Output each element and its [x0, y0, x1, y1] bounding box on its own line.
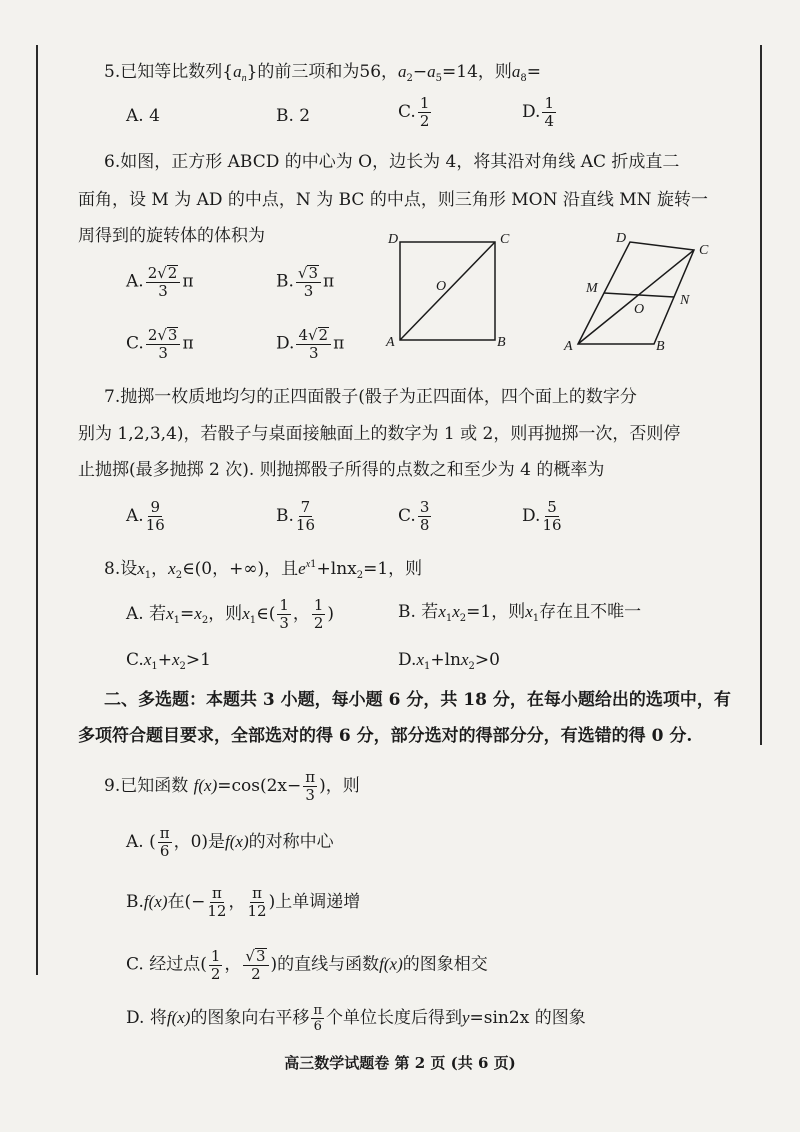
- page-right-edge: [760, 45, 762, 745]
- q8-option-d: $D.x_1+\ln x_2>0$: [398, 650, 500, 672]
- q9-option-a: A. ( $\frac{\pi}{6}$ ，0)是f(x)的对称中心: [126, 824, 334, 860]
- segment-mn: [604, 293, 674, 297]
- label-m: M: [586, 281, 598, 296]
- page-footer: 高三数学试题卷 第 2 页 (共 6 页): [284, 1054, 516, 1072]
- figure-folded: [560, 226, 730, 356]
- q8-stem: 8.设$x_1$，$x_2\in(0$，+∞)，且$e^{x1}+\ln x_2=1$，则: [104, 559, 423, 581]
- q7-option-d: D. $\frac{5}{16}$: [522, 498, 562, 534]
- q5-stem: 5.已知等比数列$\{a_n\}$的前三项和为56，$a_2-a_5=14$，则$a_8=$: [104, 62, 542, 84]
- q6-line3: 周得到的旋转体的体积为: [78, 226, 265, 246]
- q5-option-c: C. $\frac{1}{2}$: [398, 94, 430, 130]
- label-d: D: [388, 232, 399, 247]
- q9-option-c: C. 经过点( $\frac{1}{2}$ ， $\frac{√3}{2}$ )的直线与函数f(x)的图象相交: [126, 946, 488, 983]
- q6-line1: 6.如图，正方形 ABCD 的中心为 O，边长为 4，将其沿对角线 AC 折成直二: [104, 152, 680, 172]
- q7-option-a: A. $\frac{9}{16}$: [126, 498, 165, 534]
- q8-option-c: $C.x_1+x_2>1$: [126, 650, 211, 672]
- label-o2: O: [634, 302, 645, 317]
- q8-option-a: A. 若$x_1=x_2$，则$x_1\in$( $\frac{1}{3}$ ， $\frac{1}{2}$ ): [126, 596, 335, 632]
- q7-option-b: B. $\frac{7}{16}$: [276, 498, 315, 534]
- page-left-edge: [36, 45, 38, 975]
- figure-square: [380, 228, 530, 353]
- q6-line2: 面角，设 M 为 AD 的中点，N 为 BC 的中点，则三角形 MON 沿直线 MN 旋转一: [78, 190, 708, 210]
- q5-option-a: A. 4: [126, 106, 160, 126]
- q5-option-d: D. $\frac{1}{4}$: [522, 94, 554, 130]
- q6-option-c: C. $\frac{2√3}{3}$ π: [126, 326, 194, 362]
- label-d2: D: [616, 231, 627, 246]
- q7-line3: 止抛掷(最多抛掷 2 次). 则抛掷骰子所得的点数之和至少为 4 的概率为: [78, 460, 605, 480]
- diagonal-ac-folded: [578, 250, 694, 344]
- q6-option-a: A. $\frac{2√2}{3}$ π: [126, 264, 194, 300]
- q9-stem: 9.已知函数 f(x)=cos(2x− $\frac{\pi}{3}$ )，则: [104, 768, 360, 804]
- section2-heading-line1: 二、多选题：本题共 3 小题，每小题 6 分，共 18 分，在每小题给出的选项中，有: [104, 690, 731, 710]
- label-o: O: [436, 279, 447, 294]
- q7-option-c: C. $\frac{3}{8}$: [398, 498, 430, 534]
- q6-option-b: B. $\frac{√3}{3}$ π: [276, 264, 335, 300]
- label-c: C: [500, 232, 510, 247]
- label-a: A: [386, 335, 395, 350]
- label-b: B: [497, 335, 506, 350]
- label-b2: B: [656, 339, 665, 354]
- q7-line1: 7.抛掷一枚质地均匀的正四面骰子(骰子为正四面体，四个面上的数字分: [104, 387, 637, 407]
- label-a2: A: [564, 339, 573, 354]
- diagonal-ac: [400, 242, 495, 340]
- label-c2: C: [699, 243, 709, 258]
- q9-option-d: D. 将f(x)的图象向右平移 $\frac{\pi}{6}$ 个单位长度后得到y=sin2x 的图象: [126, 1003, 586, 1034]
- q7-line2: 别为 1,2,3,4)，若骰子与桌面接触面上的数字为 1 或 2，则再抛掷一次，否则停: [78, 424, 681, 444]
- label-n: N: [680, 293, 690, 308]
- section2-heading-line2: 多项符合题目要求，全部选对的得 6 分，部分选对的得部分分，有选错的得 0 分.: [78, 726, 693, 746]
- q8-option-b: B. 若$x_1x_2=1$，则$x_1$存在且不唯一: [398, 602, 642, 624]
- q9-option-b: B.f(x)在(− $\frac{\pi}{12}$ ， $\frac{\pi}{12}$ )上单调递增: [126, 884, 361, 920]
- q6-option-d: D. $\frac{4√2}{3}$ π: [276, 326, 345, 362]
- q5-option-b: B. 2: [276, 106, 311, 126]
